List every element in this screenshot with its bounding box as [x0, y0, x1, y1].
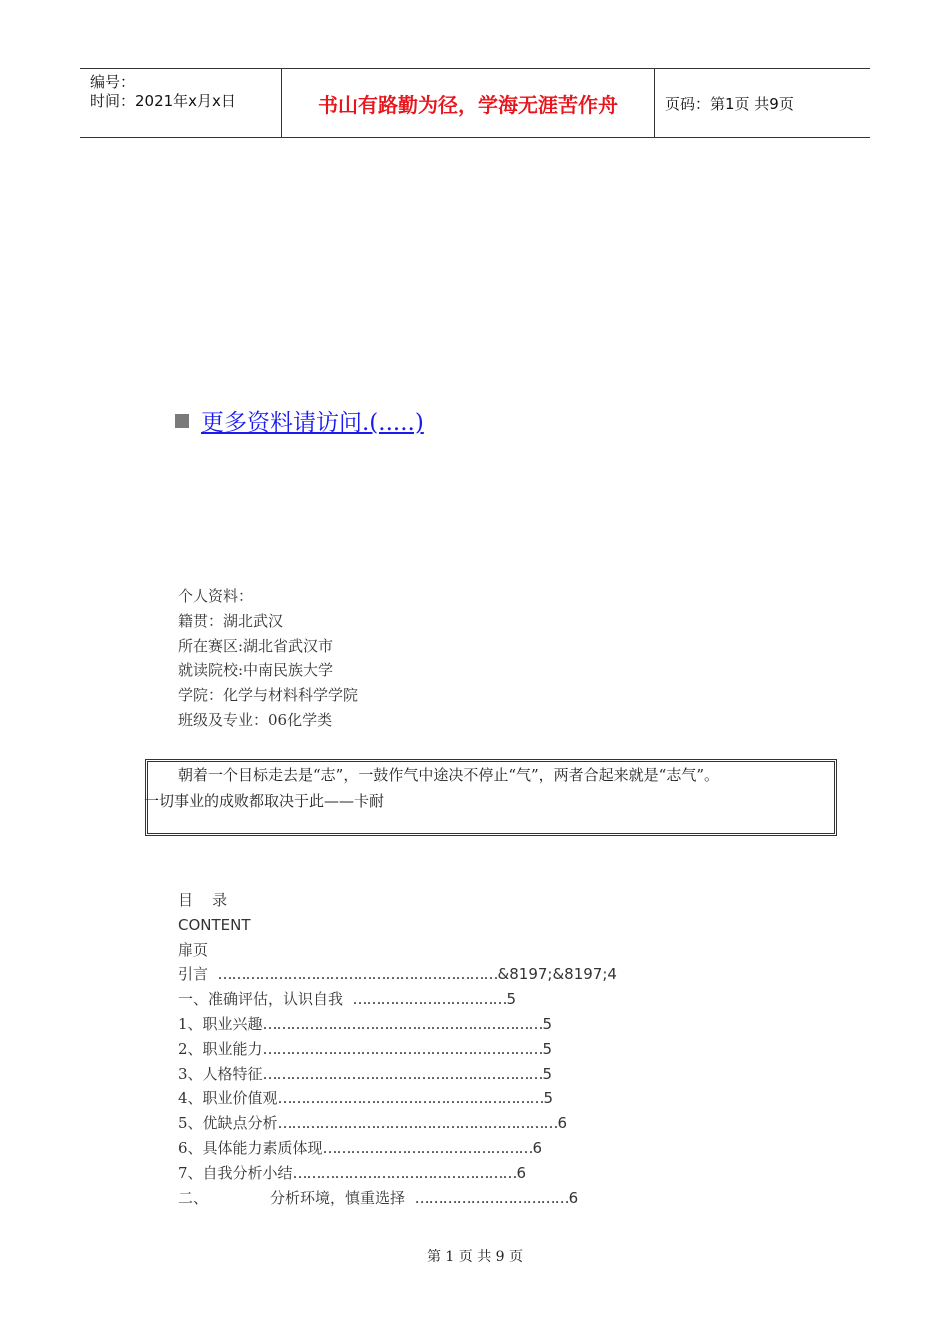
toc-entry-prefix: 二、	[178, 1188, 209, 1207]
quote-text	[144, 762, 844, 814]
toc-entry-page: 5	[543, 1089, 554, 1108]
toc-entry[interactable]	[178, 1037, 617, 1062]
more-info-row	[175, 404, 424, 437]
toc-entry-dots: ……………………………………………………	[277, 1114, 558, 1133]
profile-heading: 个人资料：	[178, 587, 254, 605]
toc-entry[interactable]	[178, 1086, 617, 1111]
profile-college: 学院：化学与材料科学学院	[178, 686, 359, 705]
toc-entry-dots: ……………………………	[414, 1188, 569, 1207]
toc-entry-dots: ……………………………………………………	[262, 1014, 543, 1033]
toc-entry-dots: ……………………………………………………	[217, 965, 498, 984]
toc-entry-page: 6	[516, 1163, 527, 1182]
document-number-label: 编号：	[90, 73, 136, 91]
toc-entry[interactable]	[178, 962, 617, 987]
header-motto: 书山有路勤为径，学海无涯苦作舟	[282, 69, 655, 137]
toc-entry[interactable]	[178, 1161, 617, 1186]
toc-entry-label: 3、人格特征	[178, 1064, 263, 1083]
toc-entry-label: 4、职业价值观	[178, 1089, 278, 1108]
toc-entry-label: 2、职业能力	[178, 1039, 263, 1058]
toc-title-text: 目 录	[178, 891, 228, 909]
toc-entry-page: 6	[532, 1138, 543, 1157]
toc-entry-dots: ……………………………………………………	[262, 1039, 543, 1058]
page-footer: 第 1 页 共 9 页	[426, 1249, 524, 1265]
toc-entry-label: 7、自我分析小结	[178, 1163, 293, 1182]
toc-entry-page: &8197;&8197;4	[497, 965, 617, 984]
toc-entry[interactable]	[178, 987, 617, 1012]
toc-entry-page: 5	[542, 1064, 553, 1083]
profile-class: 班级及专业：06化学类	[178, 710, 333, 729]
profile-school: 就读院校:中南民族大学	[178, 661, 334, 680]
profile-section	[178, 584, 358, 733]
profile-region: 所在赛区:湖北省武汉市	[178, 636, 334, 655]
header-page-info: 页码：第1页 共9页	[665, 94, 794, 113]
toc-entry-label: 一、准确评估，认识自我	[178, 990, 353, 1009]
toc-entry-label: 6、具体能力素质体现	[178, 1138, 323, 1157]
page-header	[80, 68, 870, 138]
toc-entry-page: 5	[506, 990, 517, 1009]
toc-entry-dots: …………………………………………	[292, 1163, 517, 1182]
header-meta	[80, 69, 282, 137]
toc-entry[interactable]	[178, 1012, 617, 1037]
quote-line-1: 朝着一个目标走去是“志”，一鼓作气中途决不停止“气”，两者合起来就是“志气”。	[178, 766, 720, 784]
table-of-contents	[178, 888, 617, 1210]
toc-entry[interactable]	[178, 1136, 617, 1161]
toc-title	[178, 888, 617, 913]
toc-entry-label: 分析环境，慎重选择	[270, 1188, 415, 1207]
document-time-label: 时间：2021年x月x日	[90, 92, 236, 110]
toc-entry[interactable]	[178, 1111, 617, 1136]
more-info-link[interactable]: 更多资料请访问.(.....)	[201, 410, 424, 436]
toc-entry-dots: …………………………………………………	[277, 1089, 544, 1108]
toc-entry-page: 6	[557, 1114, 568, 1133]
toc-entry-dots: ……………………………	[352, 990, 507, 1009]
toc-entry-page: 5	[542, 1014, 553, 1033]
toc-entry-label: 1、职业兴趣	[178, 1014, 263, 1033]
quote-line-2: 一切事业的成败都取决于此——卡耐	[144, 792, 385, 810]
toc-entry[interactable]	[178, 938, 617, 963]
toc-entry-label: 引言	[178, 965, 218, 984]
toc-subtitle: CONTENT	[178, 915, 251, 934]
toc-entry-page: 6	[568, 1188, 579, 1207]
profile-hometown: 籍贯：湖北武汉	[178, 611, 284, 630]
toc-entry-dots: ………………………………………	[322, 1138, 533, 1157]
toc-entry[interactable]	[178, 1062, 617, 1087]
square-bullet-icon	[175, 414, 189, 428]
toc-entry-page: 5	[542, 1039, 553, 1058]
toc-entry[interactable]	[178, 1186, 617, 1211]
toc-entry-dots: ……………………………………………………	[262, 1064, 543, 1083]
toc-entry-label: 扉页	[178, 940, 209, 959]
toc-entry-label: 5、优缺点分析	[178, 1114, 278, 1133]
